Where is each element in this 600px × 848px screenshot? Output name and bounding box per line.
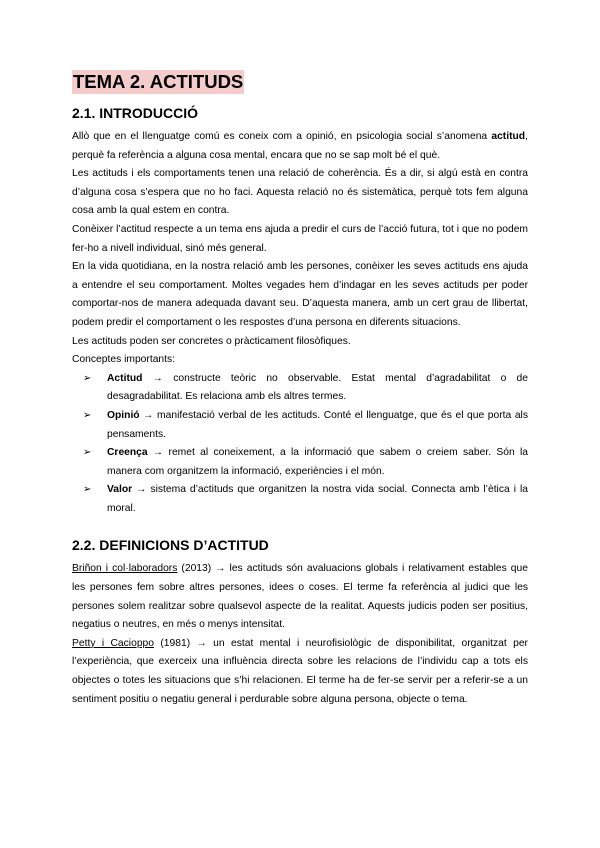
intro-paragraph-4: En la vida quotidiana, en la nostra relació amb les persones, conèixer les seves actituds ens ajuda a entendre el seu comportament. Moltes vegades hem d’indagar en les seves actituds per poder comportar-nos de manera adequada davant seu. D’aquesta manera, amb un cert grau de llibertat, podem predir el comportament o les respostes d’una persona en diferents situacions.: [72, 261, 528, 328]
concepts-list: [72, 370, 528, 519]
concept-term: Opinió: [107, 409, 140, 421]
concept-term: Actitud: [107, 372, 143, 384]
concept-text: → remet al coneixement, a la informació que sabem o creiem saber. Són la manera com organitzem la informació, experiències i el món.: [107, 447, 528, 477]
arrow-bullet-icon: ➢: [83, 409, 92, 421]
concept-item: [83, 370, 528, 407]
intro-paragraph-1: [72, 128, 528, 165]
section-heading-definicions: 2.2. DEFINICIONS D’ACTITUD: [72, 537, 269, 554]
intro-p1-before: Allò que en el llenguatge comú es coneix com a opinió, en psicologia social s’anomena: [72, 131, 488, 142]
definition-paragraph-1: [72, 560, 528, 634]
intro-p1-bold-term: actitud: [491, 131, 526, 142]
citation-link-brinon[interactable]: Briñon i col·laboradors: [72, 563, 178, 575]
definition-1-text: (2013) → les actituds són avaluacions globals i relativament estables que les persones fem sobre altres persones, idees o coses. El terme fa referència al judici que les persones solem realitzar sobre qualsevol aspecte de la realitat. Aquests judicis poden ser positius, negatius o neutres, en més o menys intensitat.: [72, 563, 528, 631]
arrow-bullet-icon: ➢: [83, 447, 92, 459]
concept-item: [83, 407, 528, 444]
concept-text: → constructe teòric no observable. Estat mental d’agradabilitat o de desagradabilitat. Es relaciona amb els altres termes.: [107, 372, 528, 403]
arrow-bullet-icon: ➢: [83, 372, 92, 384]
page-title: TEMA 2. ACTITUDS: [73, 71, 244, 92]
concept-text: → sistema d’actituds que organitzen la nostra vida social. Connecta amb l’ètica i la moral.: [107, 484, 528, 514]
concept-item: [83, 444, 528, 481]
concept-item: [83, 481, 528, 518]
definition-2-text: (1981) → un estat mental i neurofisiològic de disponibilitat, organitzat per l’experiència, que exerceix una influència directa sobre les relacions de l’individu cap a tots els objectes o totes les situacions que s’hi relacionen. El terme ha de fer-se servir per a referir-se a un sentiment positiu o negatiu general i perdurable sobre alguna persona, objecte o tema.: [72, 637, 528, 705]
citation-link-petty-cacioppo[interactable]: Petty i Cacioppo: [72, 637, 154, 649]
intro-paragraph-5: Les actituds poden ser concretes o pràcticament filosòfiques.: [72, 335, 351, 347]
intro-paragraph-2: Les actituds i els comportaments tenen una relació de coherència. És a dir, si algú està en contra d’alguna cosa s’espera que no ho faci. Aquesta relació no és sistemàtica, perquè tots fem alguna cosa amb la qual estem en contra.: [72, 168, 528, 217]
concept-term: Valor: [107, 484, 133, 496]
section-heading-introduccio: 2.1. INTRODUCCIÓ: [72, 105, 199, 121]
arrow-bullet-icon: ➢: [83, 484, 92, 496]
concept-text: → manifestació verbal de les actituds. Conté el llenguatge, que és el que porta als pensaments.: [107, 409, 528, 440]
intro-paragraph-3: Conèixer l’actitud respecte a un tema ens ajuda a predir el curs de l’acció futura, tot i que no podem fer-ho a nivell individual, sinó més general.: [72, 223, 528, 254]
intro-paragraph-6: Conceptes importants:: [72, 354, 176, 366]
definition-paragraph-2: [72, 635, 528, 709]
concept-term: Creença: [107, 447, 148, 459]
intro-p1-after: , perquè fa referència a alguna cosa mental, encara que no se sap molt bé el què.: [72, 131, 528, 161]
